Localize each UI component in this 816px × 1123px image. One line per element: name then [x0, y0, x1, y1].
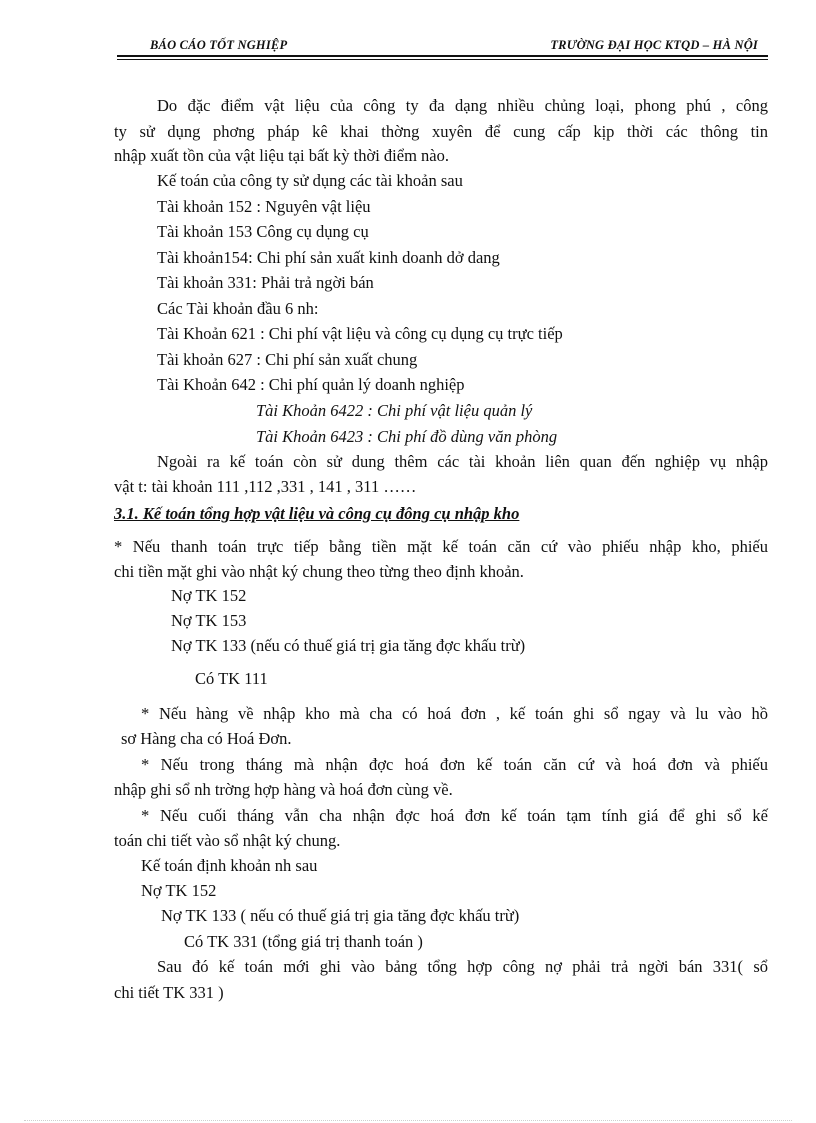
header-report-title: BÁO CÁO TỐT NGHIỆP — [150, 38, 288, 52]
paragraph-line: ty sử dụng phơng pháp kê khai thờng xuyên để cung cấp kịp thời các thông tin — [114, 122, 768, 141]
account-line: Tài Khoản 621 : Chi phí vật liệu và công cụ dụng cụ trực tiếp — [157, 324, 563, 343]
paragraph-line: Do đặc điểm vật liệu của công ty đa dạng nhiều chủng loại, phong phú , công — [157, 96, 768, 115]
paragraph-line: nhập xuất tồn của vật liệu tại bất kỳ thời điểm nào. — [114, 146, 449, 165]
paragraph-line: * Nếu trong tháng mà nhận đợc hoá đơn kế toán căn cứ và hoá đơn và phiếu — [141, 755, 768, 774]
account-line: Tài Khoản 642 : Chi phí quản lý doanh nghiệp — [157, 375, 465, 394]
paragraph-line: chi tiết TK 331 ) — [114, 983, 224, 1002]
account-line: Tài khoản 331: Phải trả ngời bán — [157, 273, 374, 292]
header-rule-thin — [117, 59, 768, 60]
paragraph-line: nhập ghi sổ nh trờng hợp hàng và hoá đơn cùng về. — [114, 780, 453, 799]
journal-debit-line: Nợ TK 152 — [141, 881, 217, 900]
paragraph-line: * Nếu cuối tháng vẫn cha nhận đợc hoá đơn kế toán tạm tính giá để ghi sổ kế — [141, 806, 768, 825]
journal-credit-line: Có TK 331 (tổng giá trị thanh toán ) — [184, 932, 423, 951]
text-line: Kế toán định khoản nh sau — [141, 856, 318, 875]
journal-debit-line: Nợ TK 133 (nếu có thuế giá trị gia tăng đợc khấu trừ) — [171, 636, 526, 655]
account-line: Tài khoản 152 : Nguyên vật liệu — [157, 197, 371, 216]
journal-debit-line: Nợ TK 133 ( nếu có thuế giá trị gia tăng đợc khấu trừ) — [161, 906, 520, 925]
sub-account-line: Tài Khoản 6423 : Chi phí đồ dùng văn phòng — [256, 427, 558, 446]
paragraph-line: Sau đó kế toán mới ghi vào bảng tổng hợp công nợ phải trả ngời bán 331( sổ — [157, 957, 768, 976]
sub-account-line: Tài Khoản 6422 : Chi phí vật liệu quản lý — [256, 401, 533, 420]
header-university: TRƯỜNG ĐẠI HỌC KTQD – HÀ NỘI — [550, 38, 758, 52]
paragraph-line: toán chi tiết vào sổ nhật ký chung. — [114, 831, 341, 850]
journal-credit-line: Có TK 111 — [195, 669, 268, 688]
journal-debit-line: Nợ TK 152 — [171, 586, 247, 605]
page-bottom-divider — [24, 1120, 792, 1121]
paragraph-line: sơ Hàng cha có Hoá Đơn. — [121, 729, 292, 748]
header-rule-thick — [117, 55, 768, 57]
section-heading: 3.1. Kế toán tổng hợp vật liệu và công cụ đông cụ nhập kho — [114, 504, 520, 523]
text-line: Kế toán của công ty sử dụng các tài khoản sau — [157, 171, 463, 190]
text-line: Các Tài khoản đầu 6 nh: — [157, 299, 319, 318]
paragraph-line: * Nếu thanh toán trực tiếp bằng tiền mặt kế toán căn cứ vào phiếu nhập kho, phiếu — [114, 537, 768, 556]
paragraph-line: chi tiền mặt ghi vào nhật ký chung theo từng theo định khoản. — [114, 562, 524, 581]
account-line: Tài khoản 153 Công cụ dụng cụ — [157, 222, 369, 241]
paragraph-line: vật t: tài khoản 111 ,112 ,331 , 141 , 311 …… — [114, 477, 417, 496]
paragraph-line: Ngoài ra kế toán còn sử dung thêm các tài khoản liên quan đến nghiệp vụ nhập — [157, 452, 768, 471]
account-line: Tài khoản 627 : Chi phí sản xuất chung — [157, 350, 418, 369]
journal-debit-line: Nợ TK 153 — [171, 611, 247, 630]
paragraph-line: * Nếu hàng về nhập kho mà cha có hoá đơn , kế toán ghi sổ ngay và lu vào hồ — [141, 704, 768, 723]
account-line: Tài khoản154: Chi phí sản xuất kinh doanh dở dang — [157, 248, 500, 267]
